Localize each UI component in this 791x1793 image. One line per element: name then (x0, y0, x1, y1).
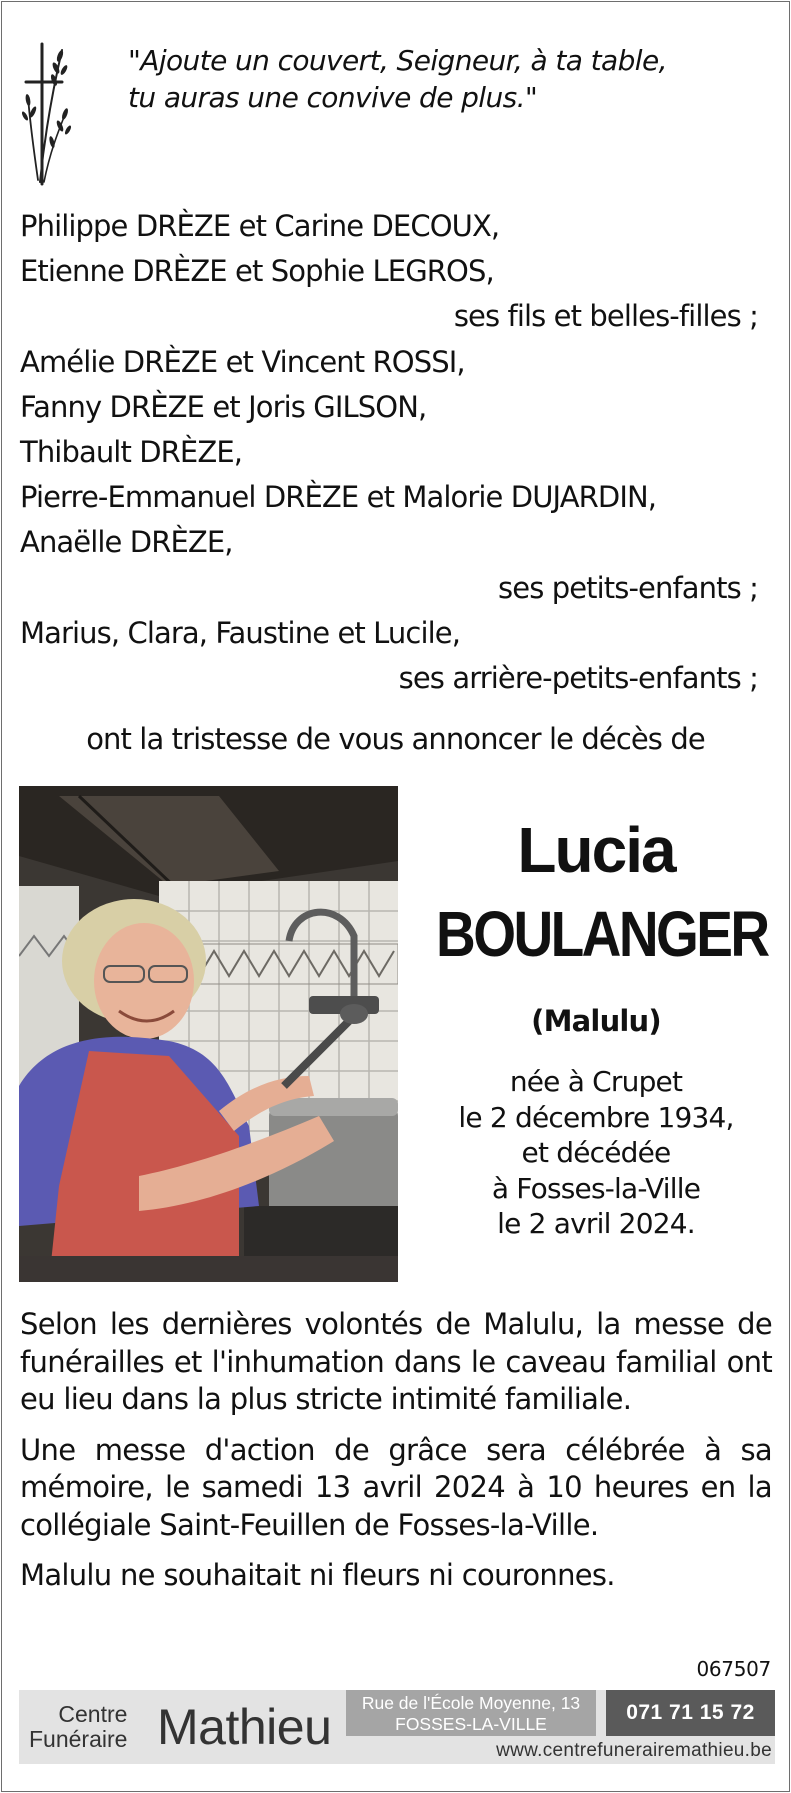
birth-death-line: et décédée (521, 1136, 671, 1169)
deceased-info (410, 808, 782, 1242)
family-relation: ses fils et belles-filles ; (453, 299, 758, 334)
birth-death-line: née à Crupet (509, 1065, 683, 1098)
phone-number[interactable]: 071 71 15 72 (606, 1690, 775, 1736)
notice-body (20, 1306, 772, 1608)
birth-death-line: à Fosses-la-Ville (491, 1171, 701, 1205)
quote-line-1: "Ajoute un couvert, Seigneur, à ta table, (128, 44, 667, 77)
funeral-paragraph: Selon les dernières volontés de Malulu, la messe de funérailles et l'inhumation dans le caveau familial ont eu lieu dans la plus stricte intimité familiale. (20, 1307, 772, 1416)
family-member: Amélie DRÈZE et Vincent ROSSI, (20, 344, 465, 379)
funeraire-label: Funéraire (29, 1726, 128, 1752)
family-list (20, 204, 758, 701)
address-street: Rue de l'École Moyenne, 13 (361, 1693, 581, 1713)
cross-with-wheat-icon (22, 42, 72, 187)
deceased-nickname: (Malulu) (531, 1004, 661, 1038)
funeral-home-label (29, 1702, 127, 1752)
family-relation: ses petits-enfants ; (498, 570, 758, 605)
family-relation: ses arrière-petits-enfants ; (398, 661, 758, 696)
funeral-home-footer (19, 1690, 775, 1764)
family-member: Philippe DRÈZE et Carine DECOUX, (20, 209, 500, 243)
flowers-paragraph: Malulu ne souhaitait ni fleurs ni couronnes. (20, 1558, 615, 1592)
family-member: Marius, Clara, Faustine et Lucile, (20, 615, 461, 650)
address-city: FOSSES-LA-VILLE (395, 1714, 547, 1734)
family-member: Thibault DRÈZE, (20, 435, 243, 470)
family-member: Pierre-Emmanuel DRÈZE et Malorie DUJARDIN, (20, 480, 657, 515)
website-link[interactable]: www.centrefunerairemathieu.be (496, 1740, 772, 1761)
birth-death-details (410, 1064, 782, 1242)
birth-death-line: le 2 décembre 1934, (458, 1100, 734, 1134)
family-member: Anaëlle DRÈZE, (20, 525, 233, 560)
address-box (346, 1690, 596, 1736)
reference-number: 067507 (696, 1657, 771, 1681)
mass-paragraph: Une messe d'action de grâce sera célébrée à sa mémoire, le samedi 13 avril 2024 à 10 heures en la collégiale Saint-Feuillen de Fosses-la-Ville. (20, 1432, 772, 1542)
centre-label: Centre (58, 1701, 128, 1727)
announcement: ont la tristesse de vous annoncer le décès de (86, 722, 705, 756)
family-member: Etienne DRÈZE et Sophie LEGROS, (20, 254, 494, 289)
funeral-home-brand: Mathieu (157, 1699, 332, 1755)
quote (128, 42, 768, 116)
deceased-last-name: BOULANGER (436, 898, 768, 970)
deceased-first-name: Lucia (517, 814, 675, 886)
quote-line-2: tu auras une convive de plus." (128, 81, 538, 114)
birth-death-line: le 2 avril 2024. (497, 1207, 695, 1240)
portrait-photo (19, 786, 398, 1282)
family-member: Fanny DRÈZE et Joris GILSON, (20, 389, 427, 424)
